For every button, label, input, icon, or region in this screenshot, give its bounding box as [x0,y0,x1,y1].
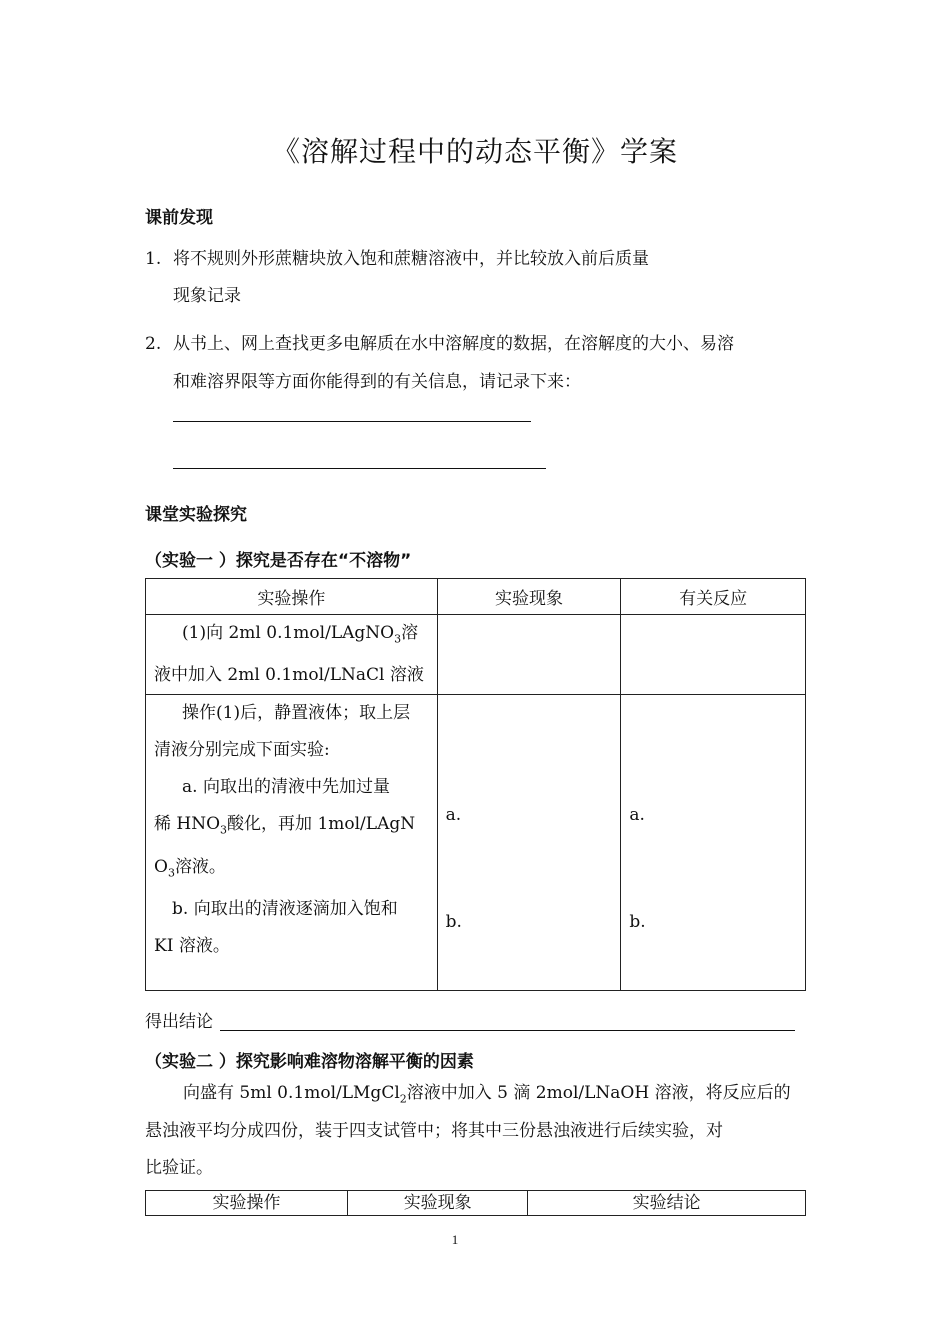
experiment-2-paragraph-line2: 悬浊液平均分成四份，装于四支试管中；将其中三份悬浊液进行后续实验，对 [145,1121,723,1141]
conclusion-line [220,1030,795,1031]
table-header-cell: 实验现象 [348,1191,528,1216]
list-number-2: 2. [145,334,162,354]
list-item-1-text: 将不规则外形蔗糖块放入饱和蔗糖溶液中，并比较放入前后质量 [173,249,649,269]
table-row [146,695,806,991]
cell-line: KI 溶液。 [154,936,230,957]
operation-cell [146,615,438,695]
experiment-1-title: （实验一 ）探究是否存在“不溶物” [145,551,412,571]
list-item-2-line1: 从书上、网上查找更多电解质在水中溶解度的数据，在溶解度的大小、易溶 [173,334,734,354]
label-a: a. [445,805,462,826]
label-b: b. [629,912,646,933]
table-header-cell: 实验操作 [146,1191,348,1216]
observation-cell [437,615,621,695]
cell-line: 清液分别完成下面实验: [154,740,330,761]
section-heading-prelesson: 课前发现 [145,208,213,228]
experiment-2-paragraph-line1: 向盛有 5ml 0.1mol/LMgCl$_2$溶液中加入 5 滴 2mol/LNaOH 溶液，将反应后的 [183,1083,791,1106]
answer-line-2 [173,468,546,469]
answer-line-1 [173,421,531,422]
table-row [146,615,806,695]
cell-line: $O_3$溶液。 [154,856,226,880]
section-heading-classroom: 课堂实验探究 [145,505,247,525]
cell-line: a. 向取出的清液中先加过量 [182,777,390,798]
table-header-cell: 有关反应 [621,579,806,615]
page-title: 《溶解过程中的动态平衡》学案 [271,135,678,168]
table-header-row [146,579,806,615]
experiment-2-table [145,1190,806,1216]
cell-line: b. 向取出的清液逐滴加入饱和 [172,899,398,920]
experiment-2-paragraph-line3: 比验证。 [145,1158,213,1178]
list-number-1: 1. [145,249,162,269]
table-header-cell: 实验操作 [146,579,438,615]
list-item-1-subtext: 现象记录 [173,286,241,306]
reaction-cell [621,615,806,695]
label-b: b. [445,912,462,933]
experiment-2-title: （实验二 ）探究影响难溶物溶解平衡的因素 [145,1052,474,1072]
table-header-cell: 实验结论 [528,1191,806,1216]
table-header-row [146,1191,806,1216]
cell-line: (1)向 2ml 0.1mol/LAgNO$_3$溶 [182,623,419,646]
experiment-1-table [145,578,806,991]
observation-cell [437,695,621,991]
page-number: 1 [451,1232,459,1247]
cell-line: 操作(1)后，静置液体；取上层 [182,703,411,724]
conclusion-label: 得出结论 [145,1012,213,1032]
label-a: a. [629,805,645,826]
list-item-2-line2: 和难溶界限等方面你能得到的有关信息，请记录下来： [173,372,581,392]
table-header-cell: 实验现象 [437,579,621,615]
operation-cell [146,695,438,991]
cell-line: 液中加入 2ml 0.1mol/LNaCl 溶液 [154,665,424,686]
cell-line: 稀 $HNO_3$酸化，再加 1mol/LAgN [154,814,416,837]
reaction-cell [621,695,806,991]
